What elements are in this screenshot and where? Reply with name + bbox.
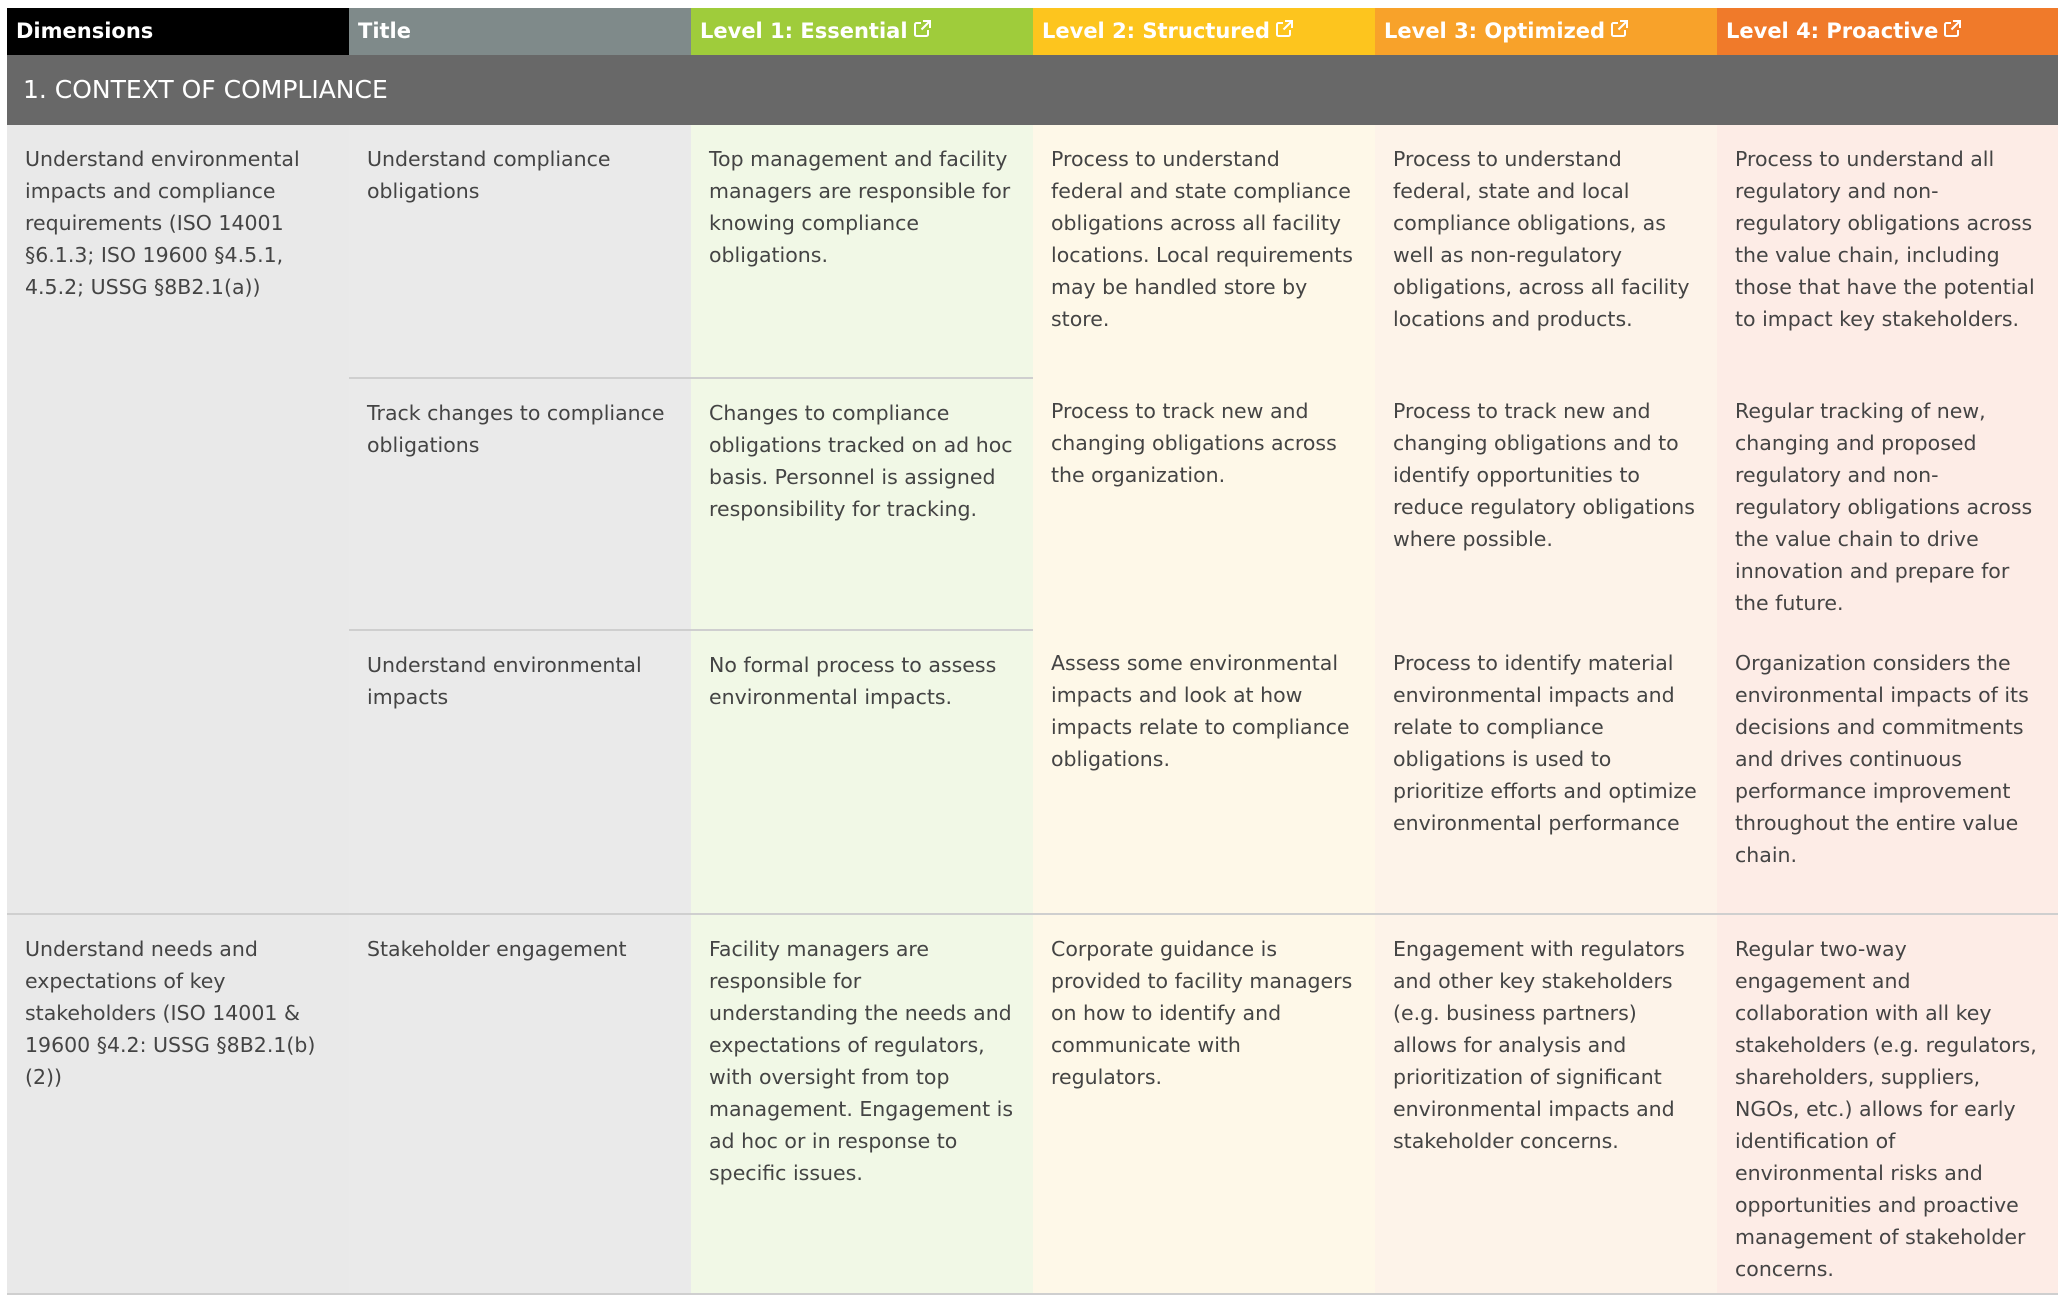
level4-cell: Organization considers the environmental impacts of its decisions and commitments and drives continuous performance improvement throughout the entire value chain. — [1717, 629, 2058, 913]
title-cell: Understand environmental impacts — [349, 629, 691, 913]
level1-cell: Top management and facility managers are responsible for knowing compliance obligations. — [691, 125, 1033, 377]
title-cell: Understand compliance obligations — [349, 125, 691, 377]
level1-cell: Changes to compliance obligations tracked on ad hoc basis. Personnel is assigned responsibility for tracking. — [691, 377, 1033, 629]
table-row — [349, 125, 2058, 377]
header-level1-link[interactable] — [691, 8, 1033, 55]
level3-cell: Process to understand federal, state and local compliance obligations, as well as non-regulatory obligations, across all facility locations and products. — [1375, 125, 1717, 377]
table-group — [7, 915, 2058, 1295]
header-level1-label: Level 1: Essential — [700, 19, 908, 43]
external-link-icon — [912, 9, 932, 55]
level1-cell: No formal process to assess environmental impacts. — [691, 629, 1033, 913]
external-link-icon — [1609, 9, 1629, 55]
level2-cell: Process to track new and changing obligations across the organization. — [1033, 377, 1375, 629]
section-title: 1. CONTEXT OF COMPLIANCE — [7, 55, 2058, 125]
level4-cell: Process to understand all regulatory and non-regulatory obligations across the value chain, including those that have the potential to impact key stakeholders. — [1717, 125, 2058, 377]
dimension-cell — [7, 125, 349, 913]
dimension-text: Understand environmental impacts and compliance requirements (ISO 14001 §6.1.3; ISO 19600 §4.5.1, 4.5.2; USSG §8B2.1(a)) — [25, 147, 300, 299]
level4-cell: Regular tracking of new, changing and proposed regulatory and non-regulatory obligations across the value chain to drive innovation and prepare for the future. — [1717, 377, 2058, 629]
title-cell: Stakeholder engagement — [349, 915, 691, 1293]
header-dimensions: Dimensions — [7, 8, 349, 55]
dimension-text: Understand needs and expectations of key stakeholders (ISO 14001 & 19600 §4.2: USSG §8B2.1(b)(2)) — [25, 937, 316, 1089]
title-cell: Track changes to compliance obligations — [349, 377, 691, 629]
header-level2-link[interactable] — [1033, 8, 1375, 55]
header-level3-link[interactable] — [1375, 8, 1717, 55]
header-level3-label: Level 3: Optimized — [1384, 19, 1606, 43]
level3-cell: Engagement with regulators and other key stakeholders (e.g. business partners) allows for analysis and prioritization of significant environmental impacts and stakeholder concerns. — [1375, 915, 1717, 1293]
table-row — [349, 629, 2058, 913]
group-rows — [349, 125, 2058, 913]
table-group — [7, 125, 2058, 915]
table-row — [349, 377, 2058, 629]
header-level2-label: Level 2: Structured — [1042, 19, 1270, 43]
level2-cell: Assess some environmental impacts and look at how impacts relate to compliance obligations. — [1033, 629, 1375, 913]
table-header-row — [7, 8, 2058, 55]
table-row — [349, 915, 2058, 1293]
level3-cell: Process to identify material environmental impacts and relate to compliance obligations is used to prioritize efforts and optimize environmental performance — [1375, 629, 1717, 913]
header-level4-label: Level 4: Proactive — [1726, 19, 1939, 43]
external-link-icon — [1942, 9, 1962, 55]
level2-cell: Corporate guidance is provided to facility managers on how to identify and communicate with regulators. — [1033, 915, 1375, 1293]
external-link-icon — [1274, 9, 1294, 55]
header-title: Title — [349, 8, 691, 55]
group-rows — [349, 915, 2058, 1293]
level3-cell: Process to track new and changing obligations and to identify opportunities to reduce regulatory obligations where possible. — [1375, 377, 1717, 629]
dimension-cell — [7, 915, 349, 1293]
header-level4-link[interactable] — [1717, 8, 2058, 55]
level4-cell: Regular two-way engagement and collaboration with all key stakeholders (e.g. regulators, shareholders, suppliers, NGOs, etc.) allows for early identification of environmental risks and opportunities and proactive management of stakeholder concerns. — [1717, 915, 2058, 1293]
level1-cell: Facility managers are responsible for understanding the needs and expectations of regulators, with oversight from top management. Engagement is ad hoc or in response to specific issues. — [691, 915, 1033, 1293]
level2-cell: Process to understand federal and state compliance obligations across all facility locations. Local requirements may be handled store by store. — [1033, 125, 1375, 377]
compliance-maturity-table — [7, 8, 2058, 1295]
